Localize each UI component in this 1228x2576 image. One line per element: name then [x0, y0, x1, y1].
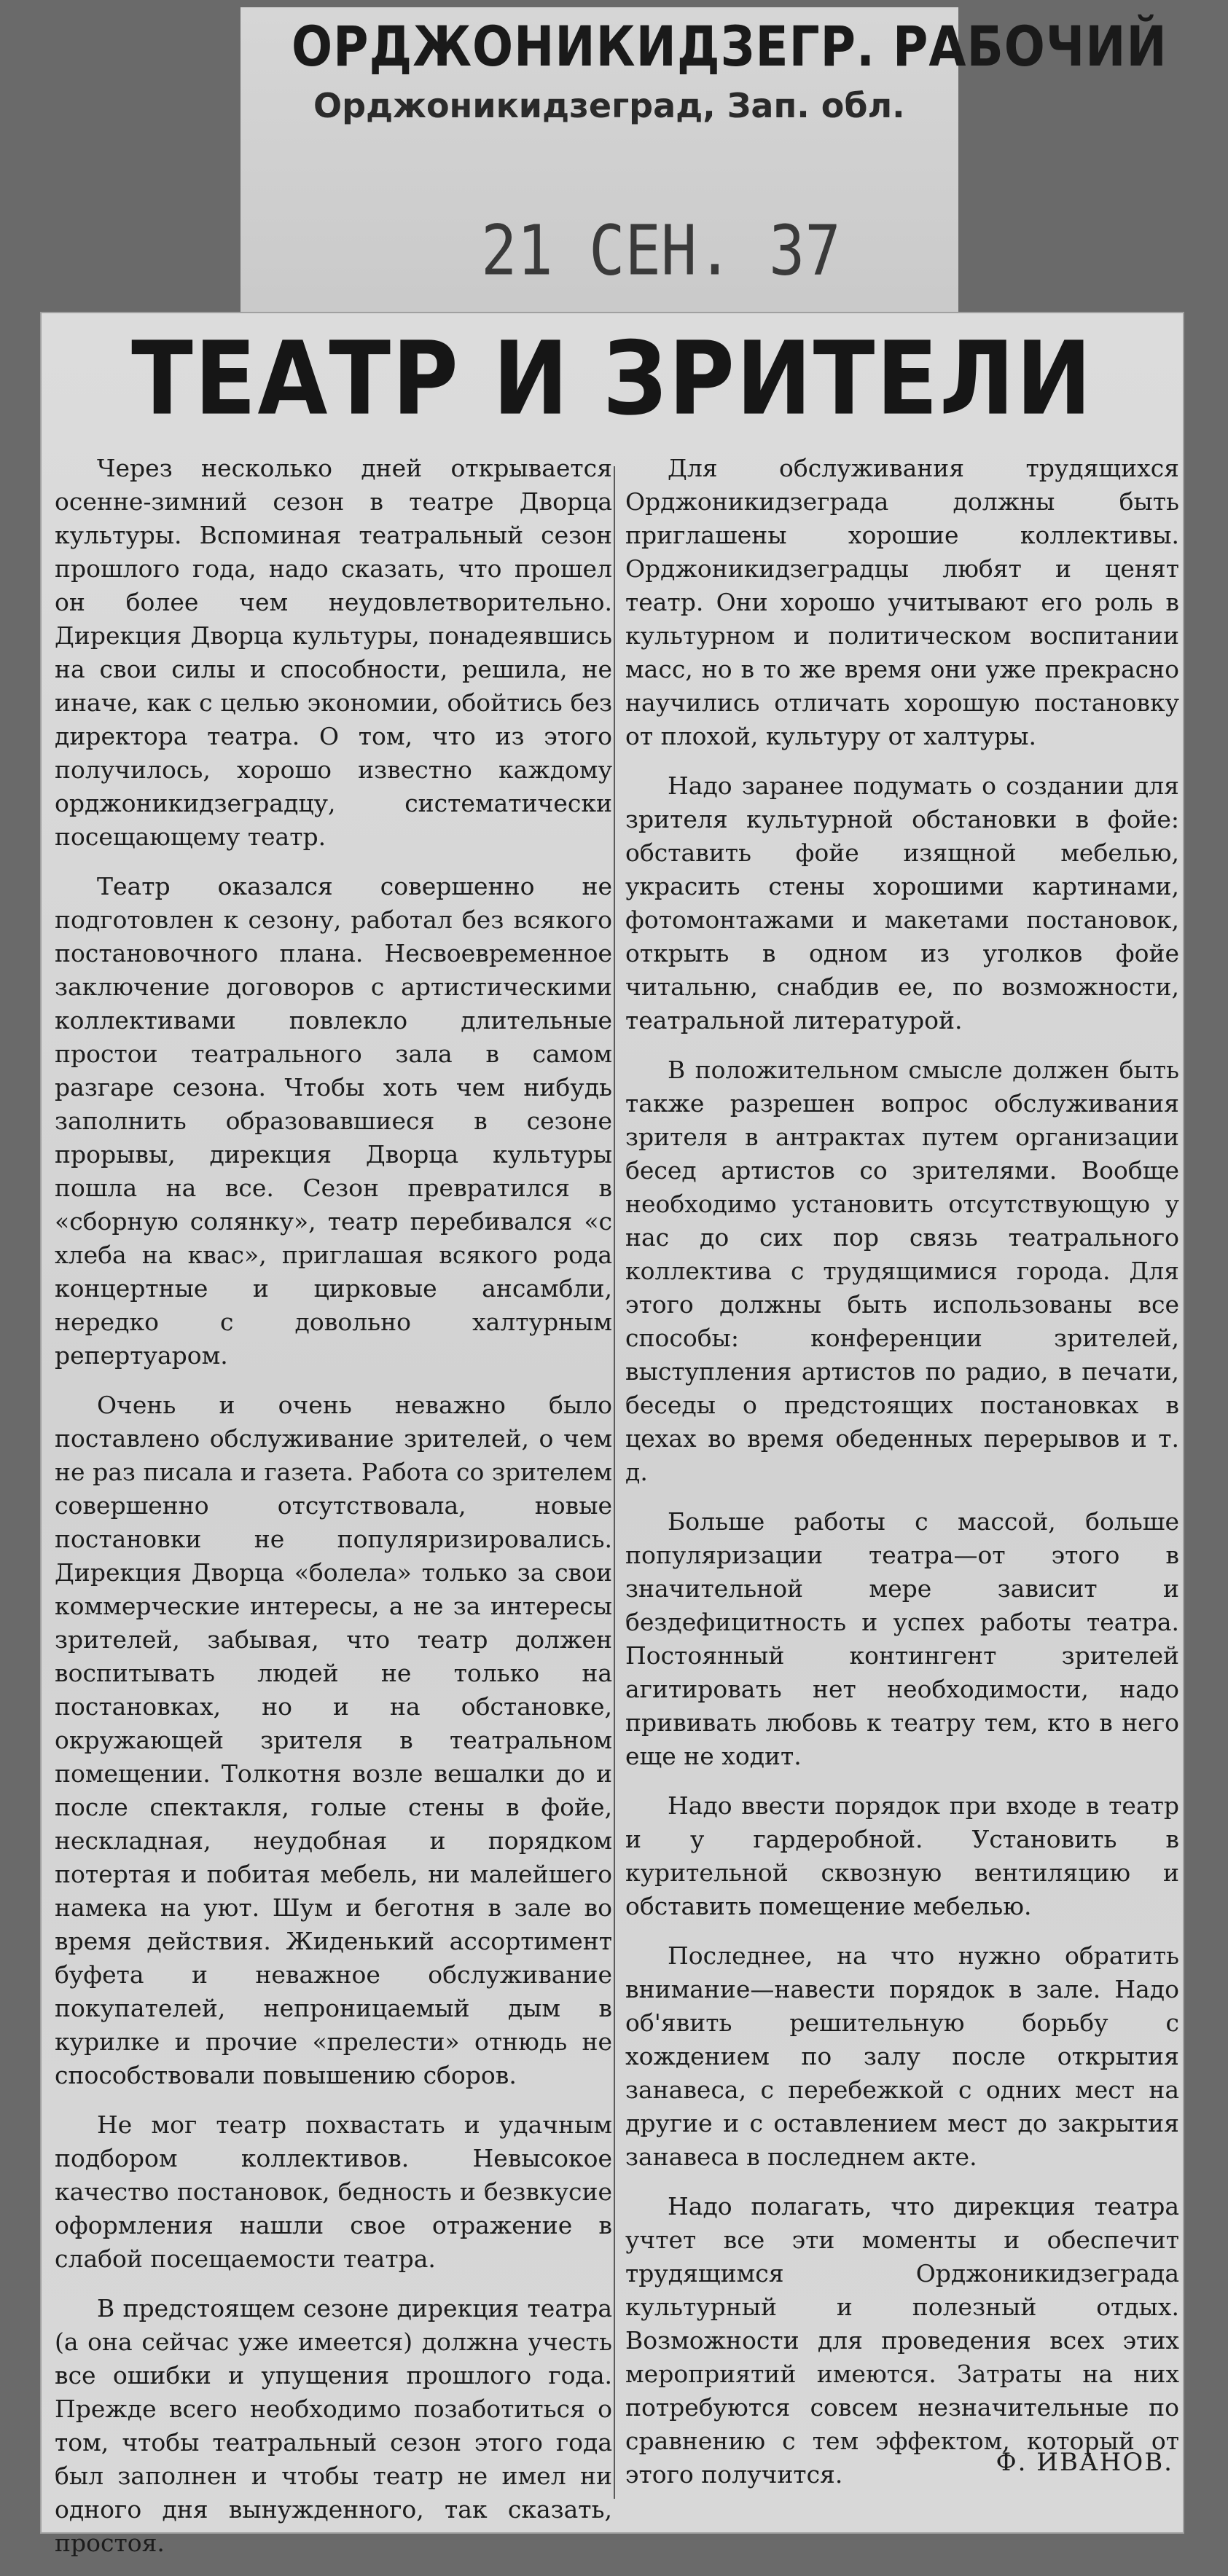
paragraph: Для обслуживания трудящихся Орджоникидзеграда должны быть приглашены хорошие коллективы. Орджоникидзеградцы любят и ценят театр. Они хорошо учитывают его роль в культурном и политическом воспитании масс, но в то же время они уже прекрасно научились отличать хорошую постановку от плохой, культуру от халтуры. [625, 454, 1179, 750]
paragraph: Больше работы с массой, больше популяризации театра—от этого в значительной мере зависит и бездефицитность и успех работы театра. Постоянный контингент зрителей агитировать нет необходимости, надо прививать любовь к театру тем, кто в него еще не ходит. [625, 1507, 1179, 1770]
stamp-place: Орджоникидзеград, Зап. обл. [313, 86, 905, 125]
stamp-date: 21 СЕН. 37 [481, 211, 841, 291]
stamp-newspaper-name: ОРДЖОНИКИДЗЕГР. РАБОЧИЙ [292, 15, 1168, 79]
author-signature: Ф. ИВАНОВ. [996, 2448, 1173, 2477]
paragraph: В положительном смысле должен быть также разрешен вопрос обслуживания зрителя в антрактах путем организации бесед артистов со зрителями. Вообще необходимо установить отсутствующую у нас до сих пор связь театрального коллектива с трудящимися города. Для этого должны быть использованы все способы: конференции зрителей, выступления артистов по радио, в печати, беседы о предстоящих постановках в цехах во время обеденных перерывов и т. д. [625, 1056, 1179, 1486]
paragraph: В предстоящем сезоне дирекция театра (а она сейчас уже имеется) должна учесть все ошибки и упущения прошлого года. Прежде всего необходимо позаботиться о том, чтобы театральный сезон этого года был заполнен и чтобы театр не имел ни одного дня вынужденного, так сказать, простоя. [55, 2294, 612, 2557]
paragraph: Надо ввести порядок при входе в театр и у гардеробной. Установить в курительной сквозную вентиляцию и обставить помещение мебелью. [625, 1791, 1179, 1920]
paragraph: Надо заранее подумать о создании для зрителя культурной обстановки в фойе: обставить фойе изящной мебелью, украсить стены хорошими картинами, фотомонтажами и макетами постановок, открыть в одном из уголков фойе читальню, снабдив ее, по возможности, театральной литературой. [625, 771, 1179, 1034]
paragraph: Театр оказался совершенно не подготовлен к сезону, работал без всякого постановочного плана. Несвоевременное заключение договоров с артистическими коллективами повлекло длительные простои театрального зала в самом разгаре сезона. Чтобы хоть чем нибудь заполнить образовавшиеся в сезоне прорывы, дирекция Дворца культуры пошла на все. Сезон превратился в «сборную солянку», театр перебивался «с хлеба на квас», приглашая всякого рода концертные и цирковые ансамбли, нередко с довольно халтурным репертуаром. [55, 872, 612, 1370]
paragraph: Через несколько дней открывается осенне-зимний сезон в театре Дворца культуры. Вспоминая театральный сезон прошлого года, надо сказать, что прошел он более чем неудовлетворительно. Дирекция Дворца культуры, понадеявшись на свои силы и способности, решила, не иначе, как с целью экономии, обойтись без директора театра. О том, что из этого получилось, хорошо известно каждому орджоникидзеградцу, систематически посещающему театр. [55, 454, 612, 851]
article-title: ТЕАТР И ЗРИТЕЛИ [131, 321, 1093, 439]
paragraph: Последнее, на что нужно обратить внимание—навести порядок в зале. Надо об'явить решительную борьбу с хождением по залу после открытия занавеса, с перебежкой с одних мест на другие и с оставлением мест до закрытия занавеса в последнем акте. [625, 1941, 1179, 2171]
paragraph: Надо полагать, что дирекция театра учтет все эти моменты и обеспечит трудящимся Орджоникидзеграда культурный и полезный отдых. Возможности для проведения всех этих мероприятий имеются. Затраты на них потребуются совсем незначительные по сравнению с тем эффектом, который от этого получится. [625, 2192, 1179, 2489]
paragraph: Очень и очень неважно было поставлено обслуживание зрителей, о чем не раз писала и газета. Работа со зрителем совершенно отсутствовала, новые постановки не популяризировались. Дирекция Дворца «болела» только за свои коммерческие интересы, а не за интересы зрителей, забывая, что театр должен воспитывать людей не только на постановках, но и на обстановке, окружающей зрителя в театральном помещении. Толкотня возле вешалки до и после спектакля, голые стены в фойе, нескладная, неудобная и порядком потертая и побитая мебель, ни малейшего намека на уют. Шум и беготня в зале во время действия. Жиденький ассортимент буфета и неважное обслуживание покупателей, непроницаемый дым в курилке и прочие «прелести» отнюдь не способствовали повышению сборов. [55, 1391, 612, 2089]
article-column-left [55, 452, 612, 2576]
column-divider [614, 466, 615, 2499]
article-column-right [625, 452, 1179, 2508]
paragraph: Не мог театр похвастать и удачным подбором коллективов. Невысокое качество постановок, бедность и безвкусие оформления нашли свое отражение в слабой посещаемости театра. [55, 2110, 612, 2273]
